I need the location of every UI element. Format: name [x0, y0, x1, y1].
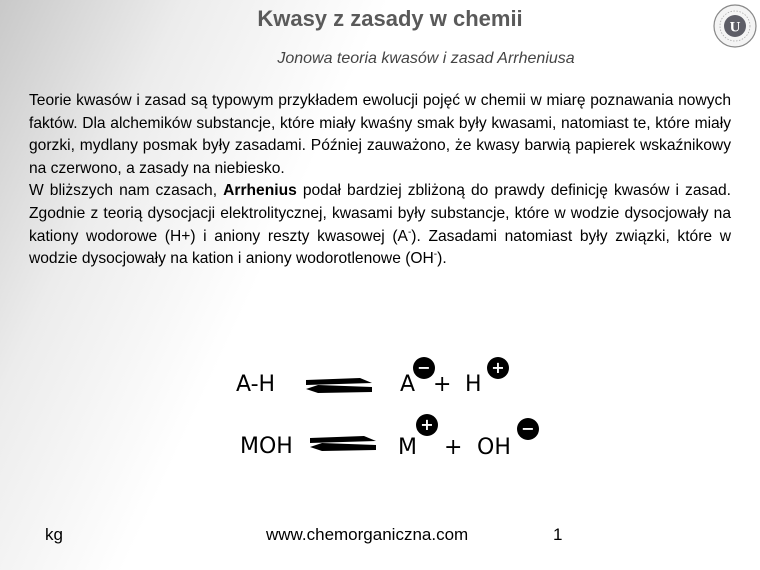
body-text: [29, 90, 731, 271]
reaction-1-plus: +: [433, 372, 452, 397]
paragraph-2: W bliższych nam czasach, Arrhenius podał bardziej zbliżoną do prawdy definicję kwasów i zasad. Zgodnie z teorią dysocjacji elektrolitycznej, kwasami były substancje, które w wodzie dysocjowały na kationy wodorowe (H+) i aniony reszty kwasowej (A-). Zasadami natomiast były związki, które w wodzie dysocjowały na kation i aniony wodorotlenowe (OH-).: [29, 182, 732, 268]
slide-title: Kwasy z zasady w chemii: [257, 6, 523, 31]
page-number: 1: [553, 525, 563, 544]
paragraph-1: Teorie kwasów i zasad są typowym przykładem ewolucji pojęć w chemii w miarę poznawania nowych faktów. Dla alchemików substancje, które miały kwaśny smak były kwasami, natomiast te, które miały gorzki, mydlany posmak były zasadami. Później zauważono, że kwasy barwią papierek wskaźnikowy na czerwono, a zasady na niebiesko.: [29, 92, 731, 177]
footer-author: kg: [45, 525, 63, 544]
plus-charge-icon: +: [487, 357, 509, 379]
arrhenius-name: Arrhenius: [223, 182, 297, 200]
slide-subtitle: Jonowa teoria kwasów i zasad Arrheniusa: [277, 50, 575, 67]
reaction-1-product-cation: H: [465, 372, 482, 397]
footer-website-link[interactable]: www.chemorganiczna.com: [266, 525, 469, 544]
university-seal-icon: [713, 4, 757, 48]
equilibrium-arrows-icon: [304, 374, 374, 398]
reaction-2-product-cation: M: [398, 435, 417, 460]
reaction-2-reactant: MOH: [236, 434, 297, 459]
minus-charge-icon: −: [413, 357, 435, 379]
plus-charge-icon: +: [416, 414, 438, 436]
reaction-2-plus: +: [444, 435, 463, 460]
equilibrium-arrows-icon: [308, 432, 378, 456]
reaction-2-product-anion: OH: [477, 435, 511, 460]
reaction-1-reactant: A-H: [232, 372, 279, 397]
logo-letter: U: [729, 19, 741, 36]
reaction-1-product-anion: A: [400, 372, 416, 397]
minus-charge-icon: −: [517, 418, 539, 440]
